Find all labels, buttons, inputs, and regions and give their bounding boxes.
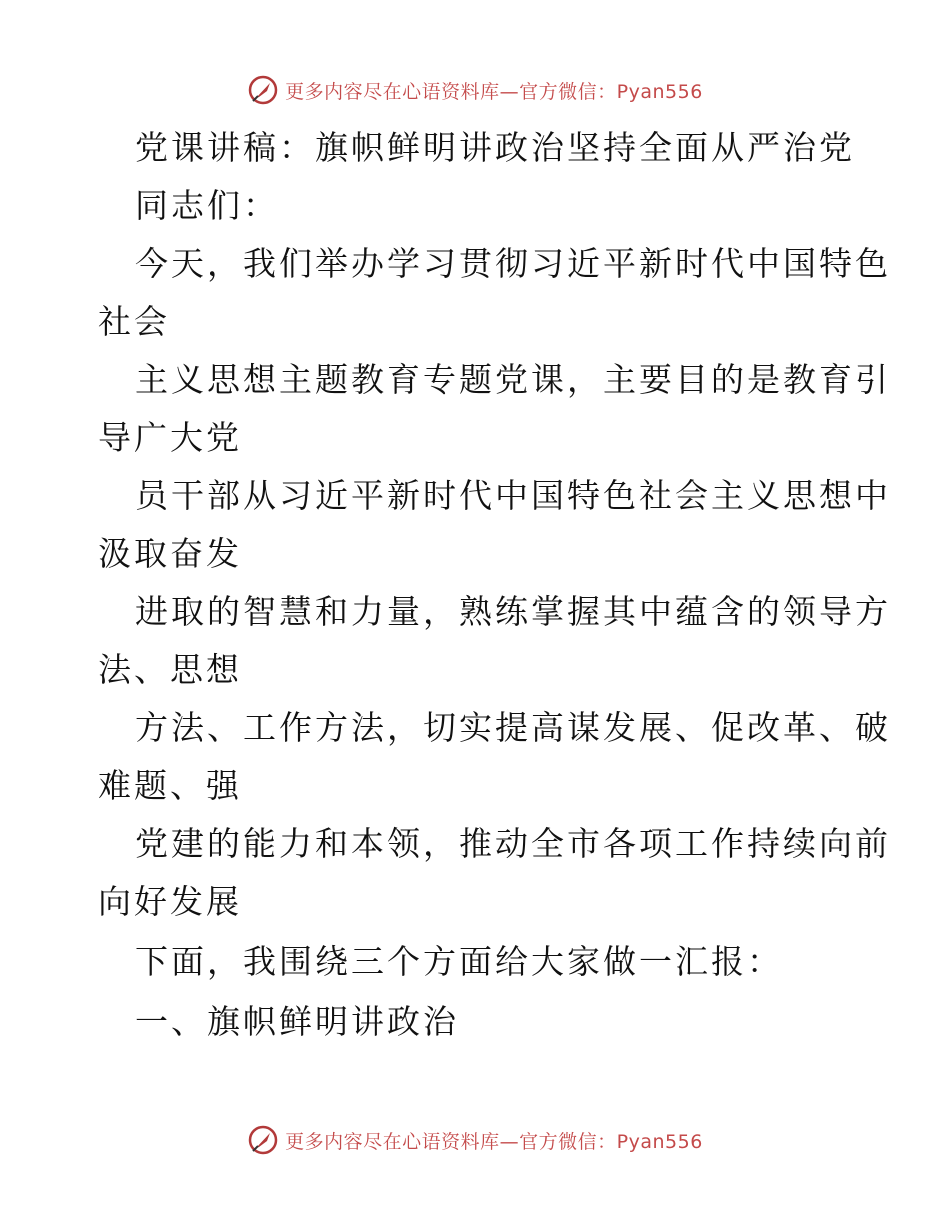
text-line: 社会 [98,302,170,341]
text-line: 汲取奋发 [98,534,242,573]
text-line: 法、思想 [98,650,242,689]
text-line: 难题、强 [98,766,242,805]
footer-banner [0,1120,950,1160]
text-line: 同志们： [135,186,279,225]
text-line: 向好发展 [98,882,242,921]
text-line: 方法、工作方法，切实提高谋发展、促改革、破 [135,708,891,747]
text-line: 员干部从习近平新时代中国特色社会主义思想中 [135,476,891,515]
text-line: 导广大党 [98,418,242,457]
text-line: 今天，我们举办学习贯彻习近平新时代中国特色 [135,244,891,283]
text-line: 党建的能力和本领，推动全市各项工作持续向前 [135,824,891,863]
text-line: 主义思想主题教育专题党课，主要目的是教育引 [135,360,891,399]
section-heading: 一、旗帜鲜明讲政治 [135,1002,459,1041]
quill-pen-logo-icon [247,1124,279,1156]
footer-banner-text: 更多内容尽在心语资料库—官方微信：Pyan556 [285,1130,703,1153]
header-banner-text: 更多内容尽在心语资料库—官方微信：Pyan556 [285,80,703,103]
text-line: 下面，我围绕三个方面给大家做一汇报： [135,942,783,981]
header-banner [0,70,950,110]
document-title: 党课讲稿：旗帜鲜明讲政治坚持全面从严治党 [135,128,855,167]
text-line: 进取的智慧和力量，熟练掌握其中蕴含的领导方 [135,592,891,631]
quill-pen-logo-icon [247,74,279,106]
